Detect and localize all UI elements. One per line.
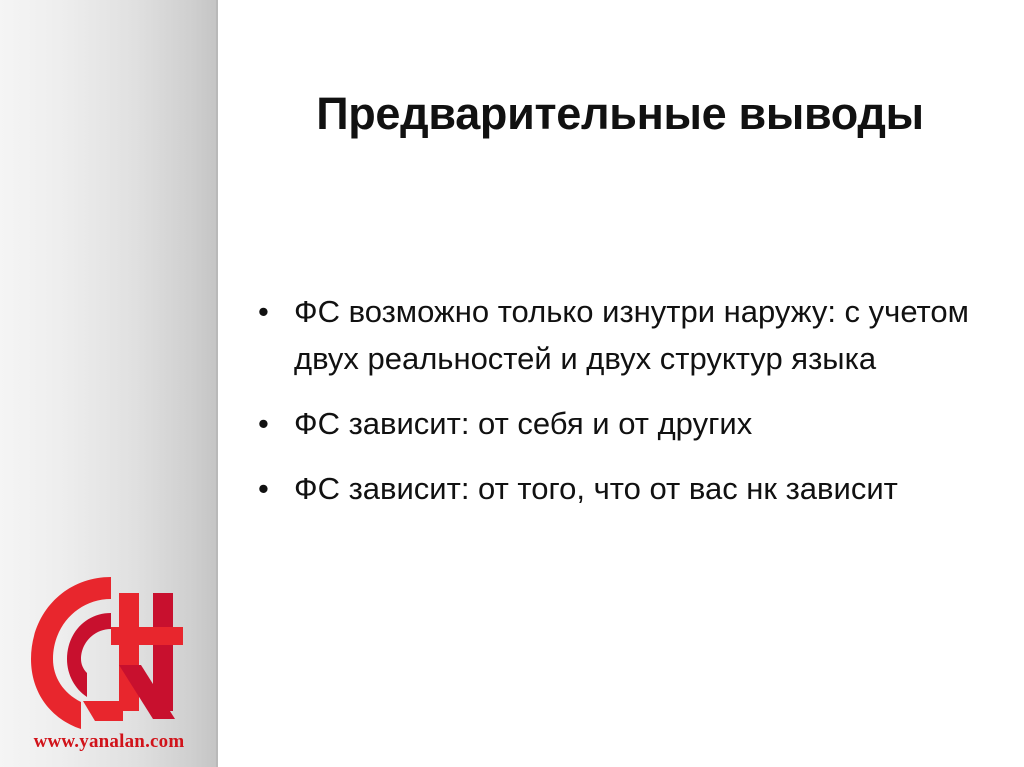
bullet-glyph-icon: •: [258, 294, 269, 329]
bullet-list: [248, 288, 1010, 530]
bullet-text: ФС зависит: от того, что от вас нк зависит: [294, 471, 898, 507]
yanalan-logo-icon: [23, 569, 195, 737]
list-item: [248, 288, 1010, 382]
logo-url-text: www.yanalan.com: [33, 731, 185, 752]
list-item: [248, 465, 1010, 512]
logo-block: [16, 569, 202, 753]
list-item: [248, 400, 1010, 447]
bullet-text: ФС возможно только изнутри наружу: с учетом двух реальностей и двух структур языка: [294, 294, 969, 377]
bullet-glyph-icon: •: [258, 471, 269, 507]
sidebar-divider: [216, 0, 218, 767]
bullet-glyph-icon: •: [258, 406, 269, 442]
bullet-text: ФС зависит: от себя и от других: [294, 406, 753, 442]
slide-title: Предварительные выводы: [316, 88, 924, 139]
